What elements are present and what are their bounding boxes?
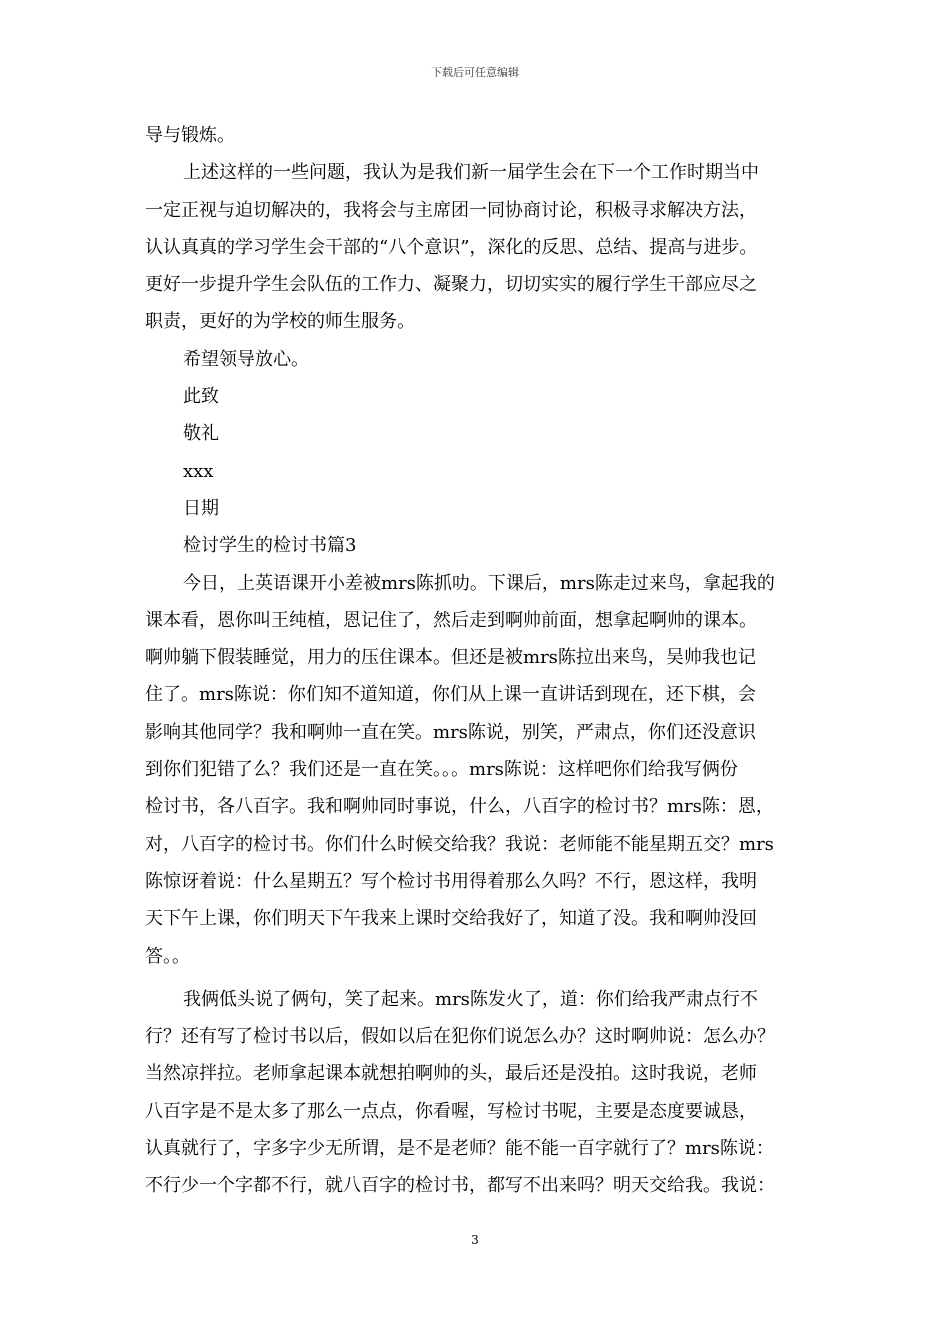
body-line: 影响其他同学？我和啊帅一直在笑。mrs陈说，别笑，严肃点，你们还没意识 <box>145 721 756 743</box>
body-line: 啊帅躺下假装睡觉，用力的压住课本。但还是被mrs陈拉出来鸟，吴帅我也记 <box>145 647 756 669</box>
body-line: 认真就行了，字多字少无所谓，是不是老师？能不能一百字就行了？mrs陈说： <box>145 1138 774 1160</box>
body-line: 住了。mrs陈说：你们知不道知道，你们从上课一直讲话到现在，还下棋，会 <box>145 684 756 706</box>
page-number: 3 <box>471 1233 479 1247</box>
body-line: 一定正视与迫切解决的，我将会与主席团一同协商讨论，积极寻求解决方法， <box>145 199 757 221</box>
body-line: 答。。 <box>145 945 190 967</box>
body-line: 对，八百字的检讨书。你们什么时候交给我？我说：老师能不能星期五交？mrs <box>145 833 774 855</box>
date-line: 日期 <box>183 497 219 519</box>
body-line: 希望领导放心。 <box>183 348 309 370</box>
body-line: 行？还有写了检讨书以后，假如以后在犯你们说怎么办？这时啊帅说：怎么办？ <box>145 1026 775 1048</box>
body-line: 八百字是不是太多了那么一点点，你看喔，写检讨书呢，主要是态度要诚恳， <box>145 1100 757 1122</box>
section-title: 检讨学生的检讨书篇3 <box>183 535 357 557</box>
body-line: 到你们犯错了么？我们还是一直在笑。。。mrs陈说：这样吧你们给我写俩份 <box>145 759 738 781</box>
salutation-line: 此致 <box>183 386 219 408</box>
body-line: 我俩低头说了俩句，笑了起来。mrs陈发火了，道：你们给我严肃点行不 <box>183 988 758 1010</box>
document-body <box>145 117 825 1205</box>
body-line: 检讨书，各八百字。我和啊帅同时事说，什么，八百字的检讨书？mrs陈：恩， <box>145 796 774 818</box>
body-line: 当然凉拌拉。老师拿起课本就想拍啊帅的头，最后还是没拍。这时我说，老师 <box>145 1063 757 1085</box>
body-line: 陈惊讶着说：什么星期五？写个检讨书用得着那么久吗？不行，恩这样，我明 <box>145 870 757 892</box>
body-line: 天下午上课，你们明天下午我来上课时交给我好了，知道了没。我和啊帅没回 <box>145 908 757 930</box>
body-line: 不行少一个字都不行，就八百字的检讨书，都写不出来吗？明天交给我。我说： <box>145 1175 775 1197</box>
body-line: 认认真真的学习学生会干部的“八个意识”，深化的反思、总结、提高与进步。 <box>145 236 758 258</box>
signature-line: xxx <box>183 460 214 482</box>
body-line: 上述这样的一些问题，我认为是我们新一届学生会在下一个工作时期当中 <box>183 162 759 184</box>
body-line: 更好一步提升学生会队伍的工作力、凝聚力，切切实实的履行学生干部应尽之 <box>145 274 757 296</box>
body-line: 导与锻炼。 <box>145 125 235 146</box>
body-line: 今日，上英语课开小差被mrs陈抓叻。下课后，mrs陈走过来鸟，拿起我的 <box>183 572 775 594</box>
salutation-line: 敬礼 <box>183 423 219 445</box>
page-header: 下载后可任意编辑 <box>431 66 519 79</box>
body-line: 职责，更好的为学校的师生服务。 <box>145 311 415 333</box>
body-line: 课本看，恩你叫王纯植，恩记住了，然后走到啊帅前面，想拿起啊帅的课本。 <box>145 609 757 631</box>
